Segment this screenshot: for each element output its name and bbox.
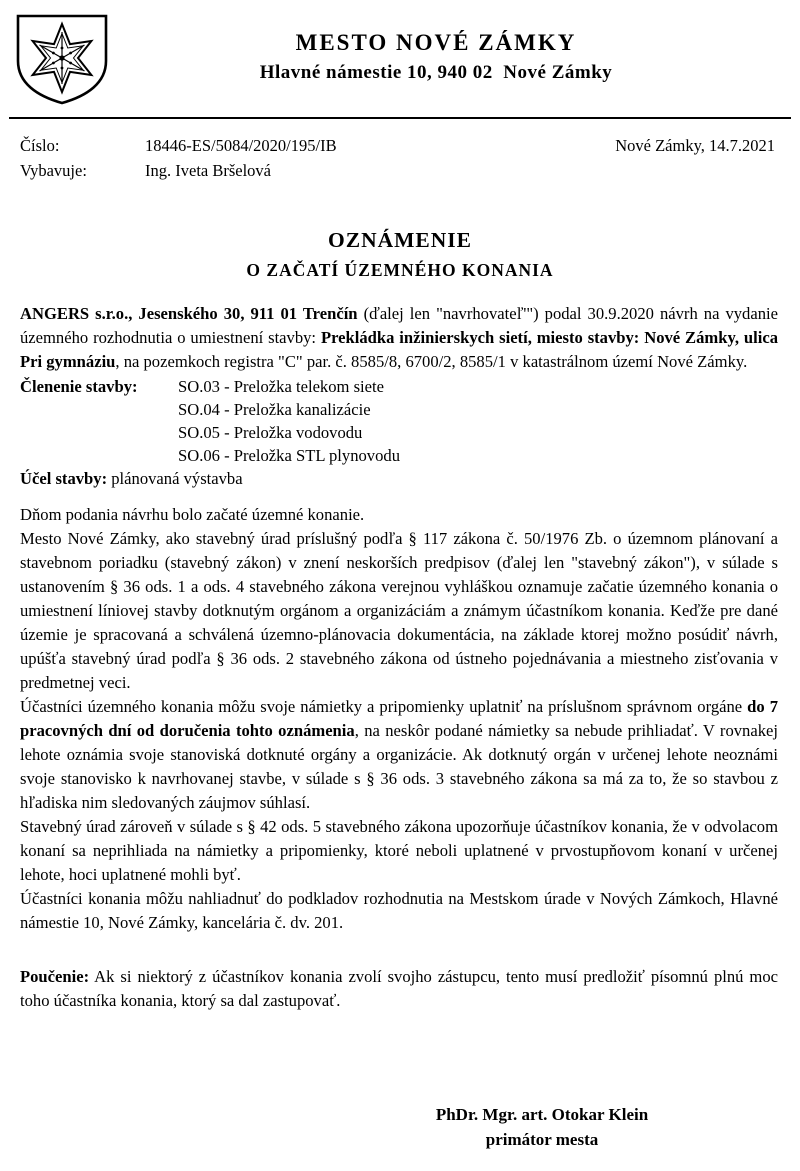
clenenie-list (178, 375, 400, 467)
title-line1: OZNÁMENIE (328, 228, 472, 252)
signature-block (342, 1102, 742, 1152)
document-body (20, 302, 778, 1013)
cislo-value: 18446-ES/5084/2020/195/IB (145, 136, 337, 155)
org-name: MESTO NOVÉ ZÁMKY (295, 30, 577, 55)
clenenie-item: SO.04 - Preložka kanalizácie (178, 400, 371, 419)
project-name: Prekládka inžinierskych sietí, miesto stavby: Nové Zámky, ulica Pri gymnáziu (20, 328, 778, 371)
meta-row-vybavuje (20, 158, 775, 183)
deadline-bold: do 7 pracovných dní od doručenia tohto oznámenia (20, 697, 778, 740)
letterhead (72, 30, 800, 84)
poucenie-label: Poučenie: (20, 967, 90, 986)
applicant-name: ANGERS s.r.o., Jesenského 30, 911 01 Trenčín (20, 304, 358, 323)
header-divider (9, 117, 791, 119)
clenenie-item: SO.03 - Preložka telekom siete (178, 377, 384, 396)
ucastnici-text1: Účastníci územného konania môžu svoje námietky a pripomienky uplatniť na príslušnom správnom orgáne (20, 697, 748, 716)
cislo-label: Číslo: (20, 136, 60, 155)
paragraph-poucenie (20, 965, 778, 1013)
paragraph-nahliadnut: Účastníci konania môžu nahliadnuť do podkladov rozhodnutia na Mestskom úrade v Nových Zámkoch, Hlavné námestie 10, Nové Zámky, kancelária č. dv. 201. (20, 889, 778, 932)
paragraph-dnom: Dňom podania návrhu bolo začaté územné konanie. (20, 505, 365, 524)
clenenie-section (20, 375, 778, 467)
document-title (0, 228, 800, 281)
paragraph-mesto: Mesto Nové Zámky, ako stavebný úrad príslušný podľa § 117 zákona č. 50/1976 Zb. o územnom plánovaní a stavebnom poriadku (stavebný zákon) v znení neskorších predpisov (ďalej len "stavebný zákon"), v súlade s ustanovením § 36 ods. 1 a ods. 4 stavebného zákona verejnou vyhláškou oznamuje začatie územného konania o umiestnení líniovej stavby dotknutým orgánom a organizáciám a známym účastníkom konania. Keďže pre dané územie je spracovaná a schválená územno-plánovacia dokumentácia, na základe ktorej možno posúdiť návrh, upúšťa stavebný úrad podľa § 36 ods. 2 stavebného zákona od ústneho pojednávania a miestneho zisťovania v predmetnej veci. (20, 529, 778, 692)
applicant-text1: (ďalej len "navrhovateľ'") podal 30.9.2020 návrh na vydanie územného rozhodnutia o umiestnení stavby: (20, 304, 778, 347)
signature-role: primátor mesta (485, 1130, 599, 1149)
clenenie-item: SO.06 - Preložka STL plynovodu (178, 446, 400, 465)
ucel-line (20, 467, 778, 491)
vybavuje-value: Ing. Iveta Bršelová (145, 161, 271, 180)
place-date: Nové Zámky, 14.7.2021 (615, 136, 775, 155)
clenenie-item: SO.05 - Preložka vodovodu (178, 423, 363, 442)
org-address: Hlavné námestie 10, 940 02 Nové Zámky (259, 62, 613, 83)
paragraph-ucastnici (20, 695, 778, 815)
ucel-label: Účel stavby: (20, 469, 108, 488)
paragraph-stavebny-urad: Stavebný úrad zároveň v súlade s § 42 ods. 5 stavebného zákona upozorňuje účastníkov konania, že v odvolacom konaní sa neprihliada na námietky a pripomienky, ktoré neboli uplatnené v prvostupňovom konaní v určenej lehote, hoci uplatnené mohli byť. (20, 817, 778, 884)
vybavuje-label: Vybavuje: (20, 161, 87, 180)
paragraph-applicant (20, 302, 778, 374)
applicant-text2: , na pozemkoch registra "C" par. č. 8585/8, 6700/2, 8585/1 v katastrálnom území Nové Zámky. (115, 352, 748, 371)
ucastnici-text2: , na neskôr podané námietky sa nebude prihliadať. V rovnakej lehote oznámia svoje stanoviská dotknuté orgány a organizácie. Ak dotknutý orgán v určenej lehote neoznámi svoje stanovisko k navrhovanej stavbe, v súlade s § 36 ods. 3 stavebného zákona sa má za to, že so stavbou z hľadiska nim sledovaných záujmov súhlasí. (20, 721, 778, 812)
signature-name: PhDr. Mgr. art. Otokar Klein (435, 1105, 649, 1124)
title-line2: O ZAČATÍ ÚZEMNÉHO KONANIA (246, 260, 554, 280)
ucel-value: plánovaná výstavba (107, 469, 243, 488)
poucenie-text: Ak si niektorý z účastníkov konania zvolí svojho zástupcu, tento musí predložiť písomnú plnú moc toho účastníka konania, ktorý sa dal zastupovať. (20, 967, 778, 1010)
meta-block (20, 133, 775, 183)
clenenie-label: Členenie stavby: (20, 377, 138, 396)
